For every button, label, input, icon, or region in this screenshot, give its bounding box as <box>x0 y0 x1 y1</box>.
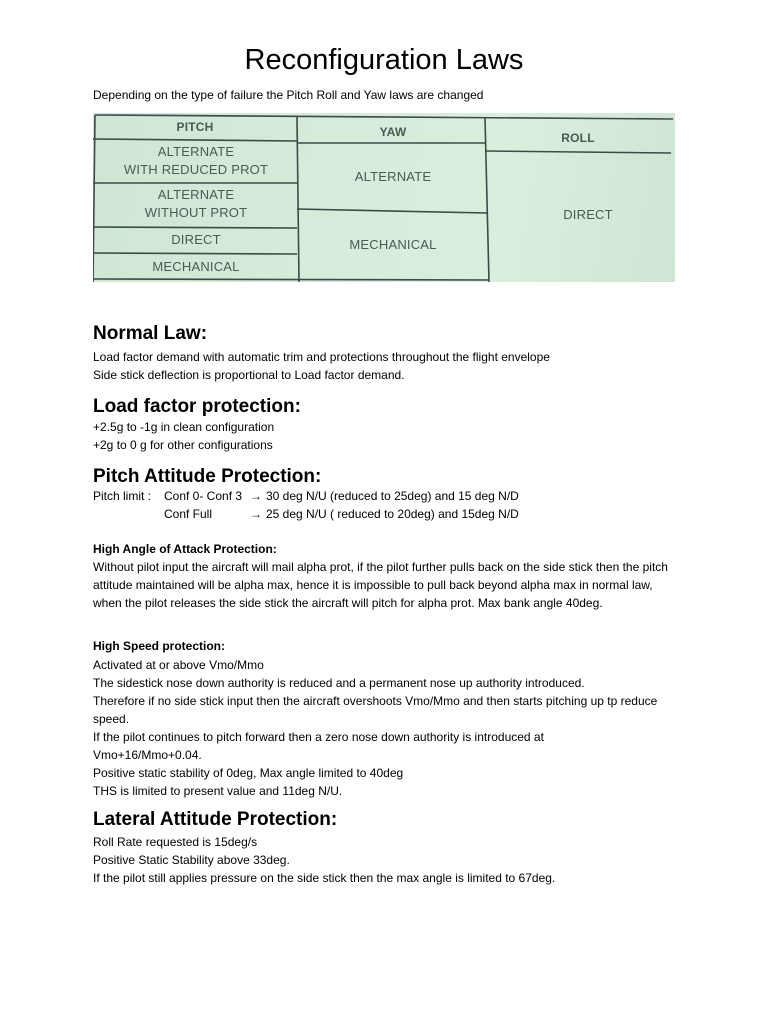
header-roll: ROLL <box>561 131 595 145</box>
load-factor-line-2: +2g to 0 g for other configurations <box>93 438 273 452</box>
lateral-line-2: Positive Static Stability above 33deg. <box>93 853 290 867</box>
pitch-limit-arrow-2: → <box>250 507 262 521</box>
pitch-limit-conf-2: Conf Full <box>164 507 213 521</box>
high-speed-heading: High Speed protection: <box>93 639 225 653</box>
header-yaw: YAW <box>379 125 407 139</box>
pitch-alternate-without-prot: ALTERNATE WITHOUT PROT <box>144 187 248 220</box>
high-aoa-heading: High Angle of Attack Protection: <box>93 542 277 556</box>
yaw-mechanical: MECHANICAL <box>349 237 437 252</box>
lateral-line-3: If the pilot still applies pressure on the side stick then the max angle is limited to 67deg. <box>93 871 556 885</box>
pitch-direct: DIRECT <box>171 232 221 247</box>
normal-law-heading: Normal Law: <box>93 323 208 344</box>
lateral-line-1: Roll Rate requested is 15deg/s <box>93 835 258 849</box>
pitch-limit-value-1: 30 deg N/U (reduced to 25deg) and 15 deg N/D <box>266 489 519 503</box>
pitch-mechanical: MECHANICAL <box>152 259 240 274</box>
load-factor-heading: Load factor protection: <box>93 396 301 417</box>
lateral-heading: Lateral Attitude Protection: <box>93 809 338 830</box>
high-speed-line-3: Therefore if no side stick input then the aircraft overshoots Vmo/Mmo and then starts pitching up tp reduce speed. <box>93 694 658 726</box>
high-speed-line-1: Activated at or above Vmo/Mmo <box>93 658 264 672</box>
load-factor-line-1: +2.5g to -1g in clean configuration <box>93 420 275 434</box>
yaw-alternate: ALTERNATE <box>354 169 432 184</box>
pitch-limit-conf-1: Conf 0- Conf 3 <box>164 489 243 503</box>
high-speed-line-5: Positive static stability of 0deg, Max angle limited to 40deg <box>93 766 404 780</box>
high-aoa-text: Without pilot input the aircraft will mail alpha prot, if the pilot further pulls back on the side stick then the pitch attitude maintained will be alpha max, hence it is impossible to pull back beyond alpha max in normal law, when the pilot releases the side stick the aircraft will pitch for alpha prot. Max bank angle 40deg. <box>93 560 668 610</box>
high-speed-line-4: If the pilot continues to pitch forward then a zero nose down authority is introduced at Vmo+16/Mmo+0.04. <box>93 730 544 762</box>
intro-text: Depending on the type of failure the Pitch Roll and Yaw laws are changed <box>93 88 484 102</box>
pitch-alternate-reduced-prot: ALTERNATE WITH REDUCED PROT <box>123 144 269 177</box>
laws-table-photo <box>93 113 675 282</box>
normal-law-line-2: Side stick deflection is proportional to Load factor demand. <box>93 368 405 382</box>
high-speed-line-6: THS is limited to present value and 11deg N/U. <box>93 784 343 798</box>
high-speed-line-2: The sidestick nose down authority is reduced and a permanent nose up authority introduced. <box>93 676 585 690</box>
pitch-limit-arrow-1: → <box>250 489 262 503</box>
page-title: Reconfiguration Laws <box>244 44 524 76</box>
pitch-attitude-heading: Pitch Attitude Protection: <box>93 466 322 487</box>
pitch-limit-value-2: 25 deg N/U ( reduced to 20deg) and 15deg N/D <box>266 507 519 521</box>
normal-law-line-1: Load factor demand with automatic trim and protections throughout the flight envelope <box>93 350 550 364</box>
roll-direct: DIRECT <box>563 207 613 222</box>
pitch-limit-label: Pitch limit : <box>93 489 152 503</box>
header-pitch: PITCH <box>176 120 214 134</box>
